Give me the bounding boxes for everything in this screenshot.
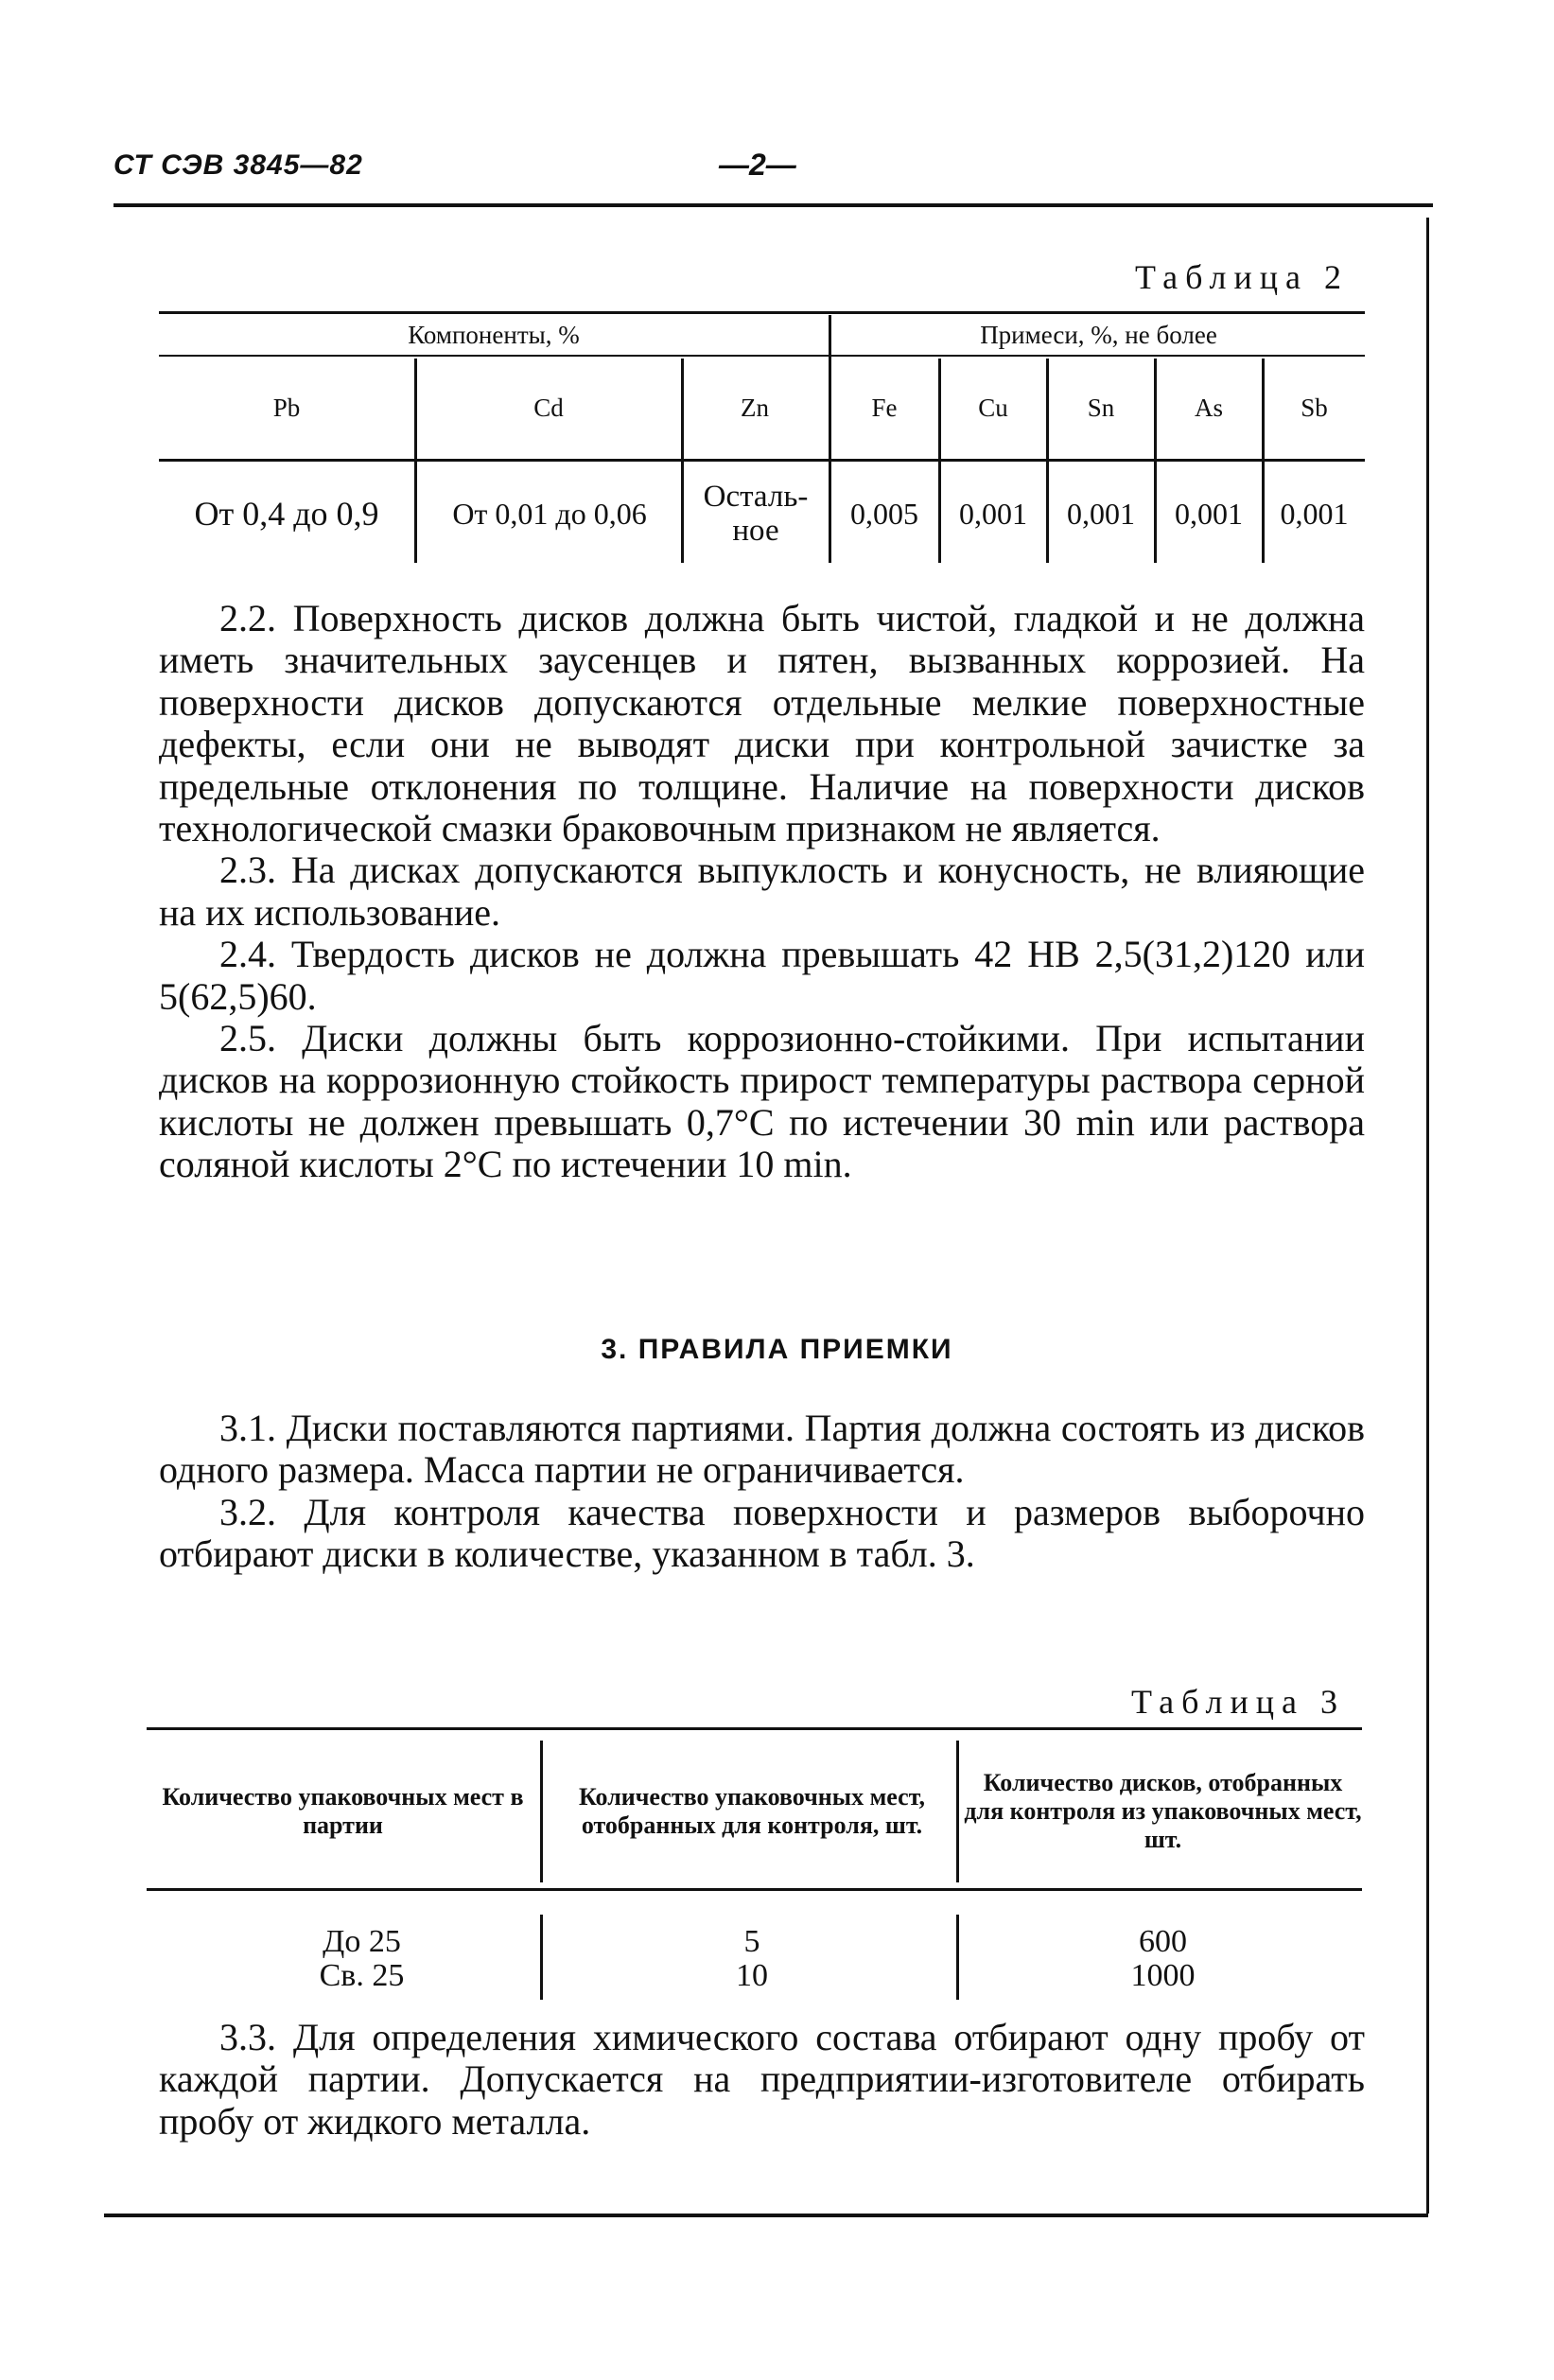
table3-header-3: Количество дисков, отобранных для контроля из упаковочных мест, шт. xyxy=(964,1769,1362,1853)
table2-group-impurities: Примеси, %, не более xyxy=(980,320,1217,349)
paragraph-3-1: 3.1. Диски поставляются партиями. Партия должна состоять из дисков одного размера. Масса партии не ограничивается. xyxy=(159,1407,1365,1492)
section-heading: 3. ПРАВИЛА ПРИЕМКИ xyxy=(601,1334,953,1365)
table2-val-sb: 0,001 xyxy=(1280,496,1349,531)
table2-caption: Таблица 2 xyxy=(1135,258,1349,296)
paragraph-2-4: 2.4. Твердость дисков не должна превышать 42 HB 2,5(31,2)120 или 5(62,5)60. xyxy=(159,933,1365,1018)
table3-row1-col1: До 25 xyxy=(323,1924,401,1959)
table3-row2-col3: 1000 xyxy=(1130,1958,1196,1993)
table2-col-zn: Zn xyxy=(741,393,769,422)
table2-vline xyxy=(1046,359,1049,563)
table2-val-cd: От 0,01 до 0,06 xyxy=(452,496,647,531)
paragraph-2-2: 2.2. Поверхность дисков должна быть чистой, гладкой и не должна иметь значительных заусенцев и пятен, вызванных коррозией. На поверхности дисков допускаются отдельные мелкие поверхностные дефекты, если они не выводят диски при контрольной зачистке за предельные отклонения по толщине. Наличие на поверхности дисков технологической смазки браковочным признаком не является. xyxy=(159,597,1365,850)
right-margin-rule xyxy=(1426,218,1429,2214)
table2-vline xyxy=(1262,359,1265,563)
body-text-section2 xyxy=(159,598,1365,1186)
table2-col-as: As xyxy=(1194,393,1223,422)
page-number: —2— xyxy=(719,148,796,182)
paragraph-3-3: 3.3. Для определения химического состава отбирают одну пробу от каждой партии. Допускается на предприятии-изготовителе отбирать пробу от жидкого металла. xyxy=(159,2016,1365,2143)
table2-col-cd: Cd xyxy=(533,393,564,422)
table3-row2-col1: Св. 25 xyxy=(319,1958,405,1993)
table3-vline xyxy=(540,1741,543,1882)
table2-header-rule xyxy=(159,459,1365,462)
table2 xyxy=(159,298,1365,601)
paragraph-3-2: 3.2. Для контроля качества поверхности и размеров выборочно отбирают диски в количестве, указанном в табл. 3. xyxy=(159,1490,1365,1576)
body-text-final xyxy=(159,2017,1365,2143)
table2-val-pb: От 0,4 до 0,9 xyxy=(194,495,379,533)
table2-group-rule xyxy=(159,355,1365,357)
table3 xyxy=(147,1722,1362,2005)
paragraph-2-5: 2.5. Диски должны быть коррозионно-стойкими. При испытании дисков на коррозионную стойкость прирост температуры раствора серной кислоты не должен превышать 0,7°С по истечении 30 min или раствора соляной кислоты 2°С по истечении 10 min. xyxy=(159,1017,1365,1186)
table3-row1-col2: 5 xyxy=(743,1924,760,1959)
table2-vline xyxy=(1154,359,1157,563)
paragraph-2-3: 2.3. На дисках допускаются выпуклость и конусность, не влияющие на их использование. xyxy=(159,849,1365,934)
table2-col-sb: Sb xyxy=(1301,393,1328,422)
table2-group-components: Компоненты, % xyxy=(408,320,580,349)
table2-vline xyxy=(938,359,941,563)
table2-vline xyxy=(681,359,684,563)
table3-header-1: Количество упаковочных мест в партии xyxy=(162,1783,524,1839)
table2-val-cu: 0,001 xyxy=(959,496,1027,531)
table3-caption: Таблица 3 xyxy=(1131,1683,1345,1721)
body-text-section3 xyxy=(159,1408,1365,1576)
header-rule xyxy=(113,203,1433,207)
footer-rule xyxy=(104,2214,1428,2217)
table2-val-sn: 0,001 xyxy=(1067,496,1135,531)
table3-row1-col3: 600 xyxy=(1139,1924,1187,1959)
table3-top-rule xyxy=(147,1727,1362,1730)
table2-vline xyxy=(414,359,417,563)
table2-col-pb: Pb xyxy=(272,393,301,422)
table2-col-fe: Fe xyxy=(871,393,898,422)
table2-col-sn: Sn xyxy=(1087,393,1115,422)
table2-top-rule xyxy=(159,311,1365,314)
table3-vline xyxy=(540,1915,543,2000)
table2-col-cu: Cu xyxy=(978,393,1008,422)
table3-row2-col2: 10 xyxy=(736,1958,768,1993)
table2-val-zn: Осталь-ное xyxy=(703,480,809,548)
table2-val-as: 0,001 xyxy=(1175,496,1243,531)
document-code: СТ СЭВ 3845—82 xyxy=(113,149,363,181)
table3-header-rule xyxy=(147,1888,1362,1891)
table3-vline xyxy=(956,1915,959,2000)
table3-vline xyxy=(956,1741,959,1882)
table2-val-fe: 0,005 xyxy=(850,496,918,531)
table3-header-2: Количество упаковочных мест, отобранных для контроля, шт. xyxy=(578,1783,925,1839)
table2-vline xyxy=(829,315,831,563)
